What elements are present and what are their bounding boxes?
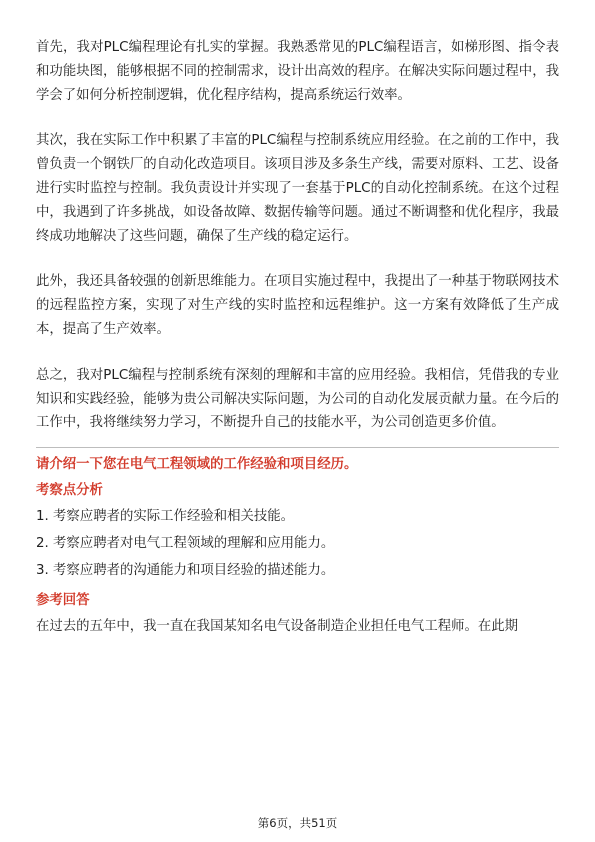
- reference-answer-text: 在过去的五年中，我一直在我国某知名电气设备制造企业担任电气工程师。在此期: [36, 619, 519, 635]
- paragraph-2: 其次，我在实际工作中积累了丰富的PLC编程与控制系统应用经验。在之前的工作中，我曾负责一个钢铁厂的自动化改造项目。该项目涉及多条生产线，需要对原料、工艺、设备进行实时监控与控制。我负责设计并实现了一套基于PLC的自动化控制系统。在这个过程中，我遇到了许多挑战，如设备故障、数据传输等问题。通过不断调整和优化程序，我最终成功地解决了这些问题，确保了生产线的稳定运行。: [36, 133, 559, 244]
- analysis-item: 3. 考察应聘者的沟通能力和项目经验的描述能力。: [36, 563, 335, 579]
- paragraph-4: 总之，我对PLC编程与控制系统有深刻的理解和丰富的应用经验。我相信，凭借我的专业知识和实践经验，能够为贵公司解决实际问题，为公司的自动化发展贡献力量。在今后的工作中，我将继续努力学习，不断提升自己的技能水平，为公司创造更多价值。: [36, 367, 559, 431]
- page-number: 第6页，共51页: [257, 816, 338, 830]
- analysis-item: 2. 考察应聘者对电气工程领域的理解和应用能力。: [36, 536, 335, 552]
- analysis-heading: 考察点分析: [36, 483, 103, 499]
- analysis-item: 1. 考察应聘者的实际工作经验和相关技能。: [36, 509, 295, 525]
- reference-heading: 参考回答: [36, 593, 90, 609]
- paragraph-3: 此外，我还具备较强的创新思维能力。在项目实施过程中，我提出了一种基于物联网技术的远程监控方案，实现了对生产线的实时监控和远程维护。这一方案有效降低了生产成本，提高了生产效率。: [36, 274, 559, 337]
- interview-question: 请介绍一下您在电气工程领域的工作经验和项目经历。: [36, 457, 358, 473]
- paragraph-1: 首先，我对PLC编程理论有扎实的掌握。我熟悉常见的PLC编程语言，如梯形图、指令表和功能块图，能够根据不同的控制需求，设计出高效的程序。在解决实际问题过程中，我学会了如何分析控制逻辑，优化程序结构，提高系统运行效率。: [36, 40, 559, 103]
- page-content: [36, 36, 559, 638]
- section-divider: [36, 447, 559, 448]
